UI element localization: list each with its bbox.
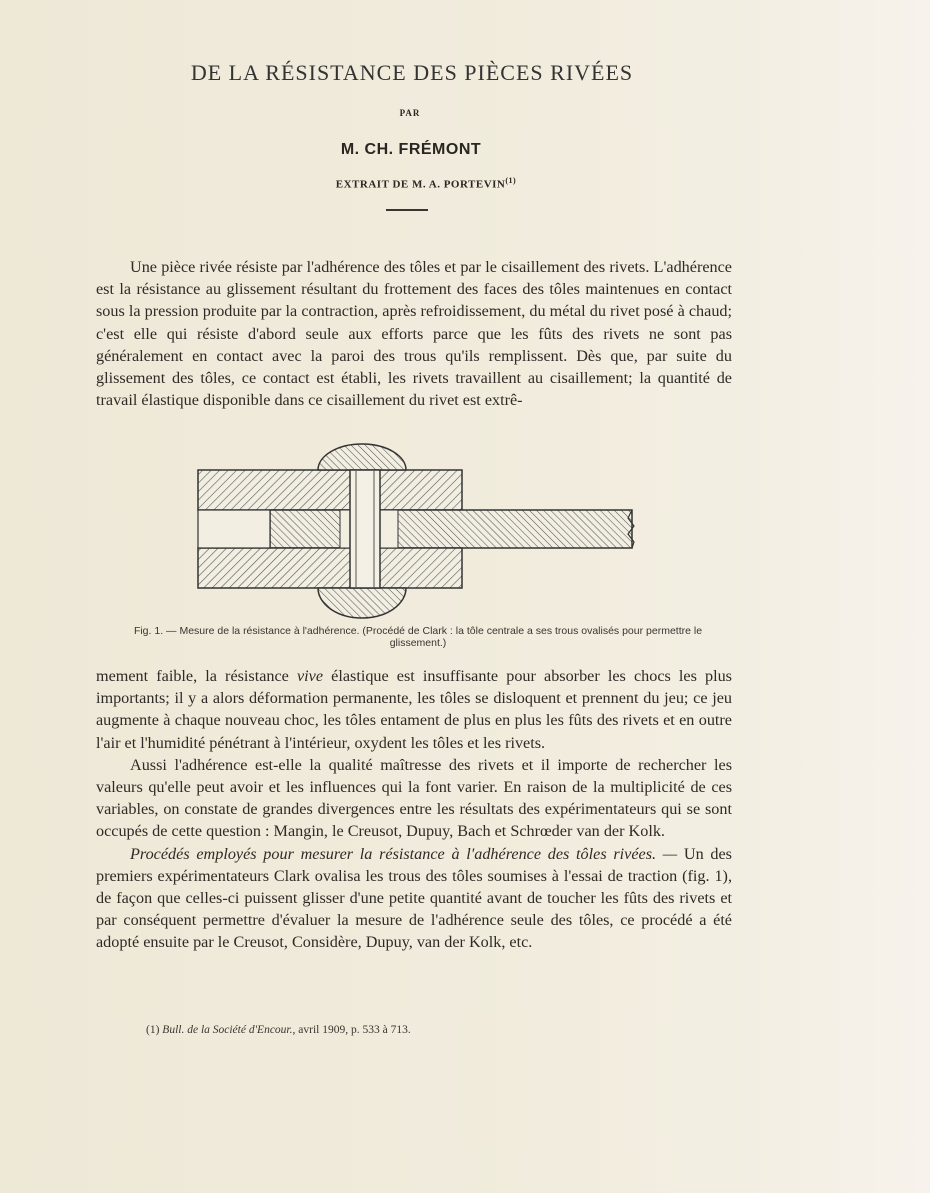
paragraph-4-body: Un des premiers expérimentateurs Clark ovalisa les trous des tôles soumises à l'essai de traction (fig. 1), de façon que celles-ci puissent glisser d'une petite quantité avant de toucher les fûts des rivets et par conséquent permettre d'évaluer la mesure de l'adhérence seule des tôles, ce procédé a été adopté ensuite par le Creusot, Considère, Dupuy, van der Kolk, etc. [96,844,732,952]
extract-footnote-ref: (1) [505,176,517,185]
figure-caption: Fig. 1. — Mesure de la résistance à l'adhérence. (Procédé de Clark : la tôle centrale a ses trous ovalisés pour permettre le glissement.) [133,625,703,649]
paragraph-2-a: mement faible, la résistance [96,667,297,685]
title-rule [386,209,428,211]
rivet-head-top [318,444,406,470]
paragraph-1-text: Une pièce rivée résiste par l'adhérence des tôles et par le cisaillement des rivets. L'adhérence est la résistance au glissement résultant du frottement des faces des tôles maintenues en contact sous la pression produite par la contraction, après refroidissement, du métal du rivet posé à chaud; c'est elle qui résiste d'abord seule aux efforts parce que les fûts des rivets ne sont pas généralement en contact avec la paroi des trous qu'ils remplissent. Dès que, par suite du glissement des tôles, ce contact est établi, les rivets travaillent au cisaillement; la quantité de travail élastique disponible dans ce cisaillement du rivet est extrê- [96,258,732,410]
riveted-joint-figure [190,440,640,630]
paragraph-1 [96,256,732,411]
bottom-plate [198,548,462,588]
paragraph-4-heading: Procédés employés pour mesurer la résistance à l'adhérence des tôles rivées. — [130,844,678,863]
footnote-ref: (1) [146,1024,160,1036]
by-label: PAR [399,108,421,118]
rivet-head-bottom [318,588,406,618]
paragraph-2-b: élastique est insuffisante pour absorber les chocs les plus importants; il y a alors déformation permanente, les tôles se disloquent et prennent du jeu; ce jeu augmente à chaque nouveau choc, les tôles entament de plus en plus les fûts des rivets et en outre l'air et l'humidité pénétrant à l'intérieur, oxydent les tôles et les rivets. [96,667,732,752]
middle-plate [270,510,632,548]
body-continued [96,665,732,954]
paragraph-4 [96,843,732,954]
top-plate [198,470,462,510]
paragraph-3: Aussi l'adhérence est-elle la qualité maîtresse des rivets et il importe de rechercher les valeurs qu'elle peut avoir et les influences qui la font varier. En raison de la multiplicité de ces variables, on constate de grandes divergences entre les résultats des expérimentateurs qui se sont occupés de cette question : Mangin, le Creusot, Dupuy, Bach et Schrœder van der Kolk. [96,755,732,841]
rivet-shank [350,470,380,588]
footnote [146,1024,411,1036]
article-title: DE LA RÉSISTANCE DES PIÈCES RIVÉES [190,60,634,85]
author-name: M. CH. FRÉMONT [340,141,482,158]
footnote-journal: Bull. de la Société d'Encour. [162,1024,293,1036]
paragraph-2 [96,665,732,754]
footnote-rest: , avril 1909, p. 533 à 713. [292,1024,411,1036]
paragraph-2-italic: vive [296,667,324,685]
left-filler [198,510,270,548]
extract-line [0,176,852,191]
extract-text: EXTRAIT DE M. A. PORTEVIN [335,178,506,191]
